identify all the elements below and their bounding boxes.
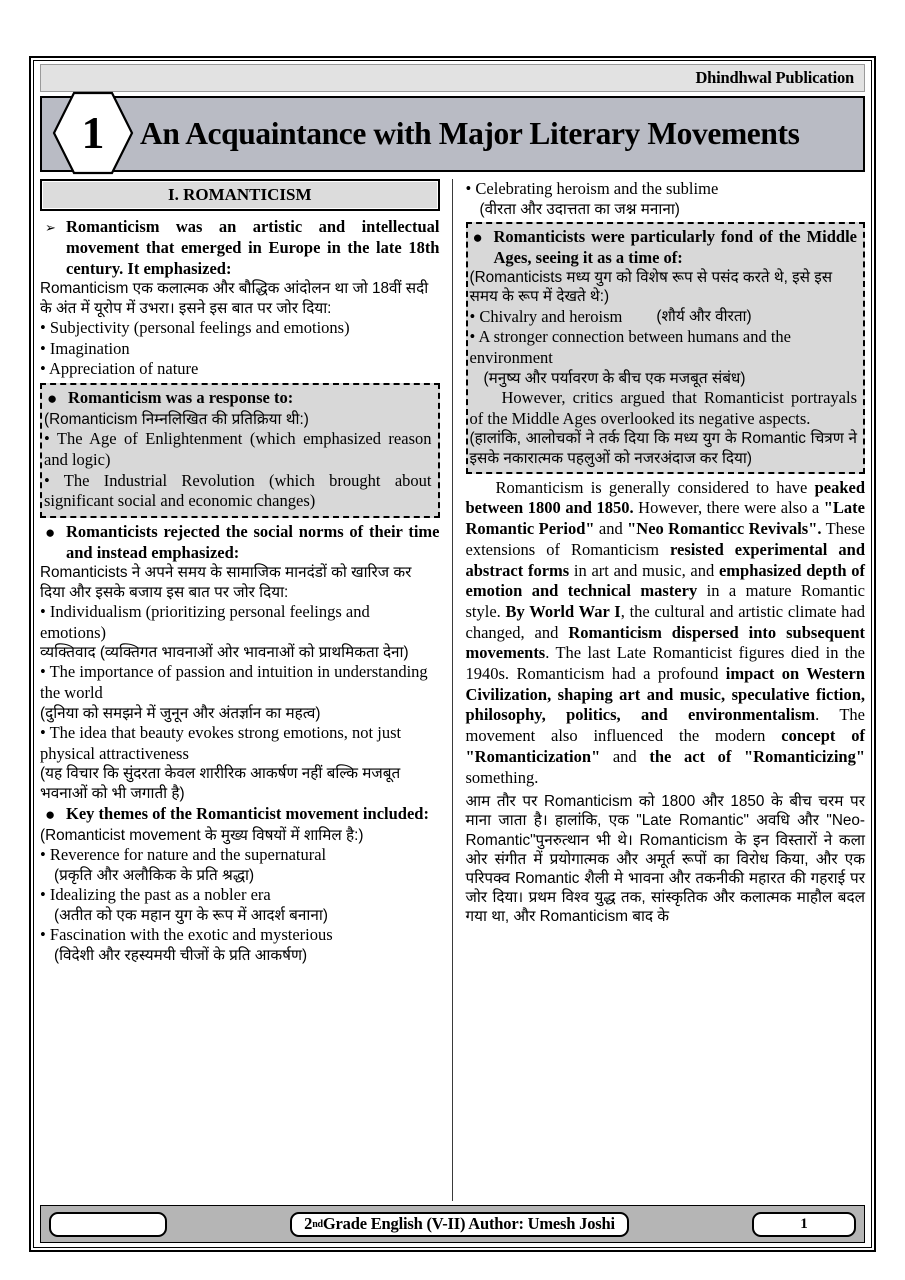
highlight-box-response-to [40,383,440,518]
right-top-item-en: • Celebrating heroism and the sublime [465,179,719,198]
emphasis-run: By World War I [505,601,621,621]
footer-ordinal-suffix: nd [312,1218,323,1230]
chapter-number: 1 [81,107,105,158]
content-columns [38,179,867,1201]
block3-item-2-en: • The idea that beauty evokes strong emotions, not just physical attractiveness [40,722,402,763]
round-bullet-icon: ● [45,804,56,824]
block4-item-0-en: • Reverence for nature and the supernatural [40,845,327,865]
block4-item-1-hi: (अतीत को एक महान युग के रूप में आदर्श बनाना) [54,906,328,924]
text-run: in a mature Romantic style. [465,581,865,621]
text-run: in art and music, and [569,560,719,580]
emphasis-run: emphasized depth of emotion and technical mastery [465,560,866,601]
rblock-note-hi: (हालांकि, आलोचकों ने तर्क दिया कि मध्य युग के Romantic चित्रण ने इसके नकारात्मक पहलुओं को नजरअंदाज कर दिया) [469,430,857,467]
round-bullet-icon: ● [47,388,58,408]
block4-item-0-hi: (प्रकृति और अलौकिक के प्रति श्रद्धा) [54,866,255,884]
emphasis-run: resisted experimental and abstract forms [465,539,865,580]
arrow-bullet-icon: ➢ [45,220,56,236]
block3-item-1-hi: (दुनिया को समझने में जुनून और अंतर्ज्ञान का महत्व) [40,704,321,722]
block3-heading: Romanticists rejected the social norms of their time and instead emphasized: [66,522,440,562]
rblock-bullet1-en: • Chivalry and heroism [469,306,623,326]
block3-item-0-en: • Individualism (prioritizing personal feelings and emotions) [40,601,370,642]
block1-bullet-1: • Imagination [40,338,130,358]
romanticism-summary-paragraph-hindi: आम तौर पर Romanticism को 1800 और 1850 के बीच चरम पर माना जाता है। हालांकि, एक "Late Romantic" अवधि और "Neo-Romantic"पुनरुत्थान भी थे। Romanticism के इन विस्तारों ने कला ओर संगीत में प्रयोगात्मक और अमूर्त रूपों का विरोध किया, और एक परिपक्व Romantic शैली मे भावना और तकनीकी महारत की गहराई पर जोर दिया। प्रथम विश्व युद्ध तक, सांस्कृतिक और कलात्मक माहौल बदल गया था, और Romanticism बाद के [465,793,865,926]
block3-hindi: Romanticists ने अपने समय के सामाजिक मानदंडों को खारिज कर दिया और इसके बजाय इस बात पर जोर दिया: [40,564,412,601]
text-run: something. [465,767,539,787]
text-run: , the cultural and artistic climate had changed, and [465,601,865,642]
emphasis-run: "Late Romantic Period" [465,498,865,539]
emphasis-run: concept of "Romanticization" [465,726,865,766]
text-run: and [600,746,650,766]
footer-book-info [290,1212,629,1237]
publisher-bar [40,64,865,92]
rblock-heading: Romanticists were particularly fond of the Middle Ages, seeing it as a time of: [493,226,857,267]
block3-item-1-en: • The importance of passion and intuition in understanding the world [40,662,428,703]
text-run: Romanticism is generally considered to have [495,477,815,497]
right-column [453,179,866,1201]
block1-bullet-2: • Appreciation of nature [40,359,199,379]
text-run: . The last Late Romanticist figures died in the 1940s. Romanticism had a profound [465,643,865,684]
text-run: These extensions of Romanticism [465,519,865,559]
emphasis-run: impact on Western Civilization, shaping art and music, speculative fiction, philosophy, politics, and environmentalism [465,664,865,725]
text-run: However, there were also a [633,498,824,518]
rblock-bullet2-en: • A stronger connection between humans and the environment [469,327,791,368]
highlight-box-middle-ages [466,222,866,474]
publisher-name: Dhindhwal Publication [695,68,854,87]
block4-item-2-hi: (विदेशी और रहस्यमयी चीजों के प्रति आकर्षण) [54,946,308,964]
block4-heading: Key themes of the Romanticist movement included: [66,803,429,823]
emphasis-run: "Neo Romanticc Revivals". [627,519,822,539]
rblock-note-en: However, critics argued that Romanticist portrayals of the Middle Ages overlooked its negative aspects. [469,387,857,428]
left-column [40,179,453,1201]
block-rejected-social-norms [40,522,440,803]
chapter-number-hexagon [52,91,134,175]
page-frame [29,56,876,1252]
right-top-item-hi: (वीरता और उदात्तता का जश्न मनाना) [479,200,680,218]
footer-book-title: Grade English (V-II) Author: Umesh Joshi [322,1214,615,1233]
emphasis-run: peaked between 1800 and 1850. [465,477,865,518]
text-run: and [594,519,628,539]
block1-bullet-0: • Subjectivity (personal feelings and emotions) [40,317,350,337]
page-footer [40,1205,865,1243]
round-bullet-icon: ● [45,523,56,543]
block2-bullet-1: • The Industrial Revolution (which brought about significant social and economic changes) [44,470,432,511]
text-run: . The movement also influenced the modern [465,705,865,746]
footer-left-box[interactable] [49,1212,167,1237]
block2-bullet-0: • The Age of Enlightenment (which emphasized reason and logic) [44,429,432,469]
page-content [33,60,872,1248]
rblock-bullet1-hi: (शौर्य और वीरता) [656,307,752,325]
block3-item-0-hi: व्यक्तिवाद (व्यक्तिगत भावनाओं ओर भावनाओं को प्राथमिकता देना) [40,644,409,662]
block1-heading: Romanticism was an artistic and intellectual movement that emerged in Europe in the late 18th century. It emphasized: [66,217,440,278]
block4-hindi: (Romanticist movement के मुख्य विषयों में शामिल है:) [40,826,364,844]
section-heading-romanticism: I. ROMANTICISM [40,179,440,211]
chapter-title: An Acquaintance with Major Literary Movements [140,116,800,151]
rblock-bullet1 [470,307,858,328]
rblock-hindi: (Romanticists मध्य युग को विशेष रूप से पसंद करते थे, इसे इस समय के रूप में देखते थे:) [469,269,833,306]
rblock-bullet2-hi: (मनुष्य और पर्यावरण के बीच एक मजबूत संबंध) [483,369,746,387]
block1-hindi: Romanticism एक कलात्मक और बौद्धिक आंदोलन था जो 18वीं सदी के अंत में यूरोप में उभरा। इसने इस बात पर जोर दिया: [40,280,429,317]
block2-heading: Romanticism was a response to: [68,387,294,407]
romanticism-summary-paragraph [466,478,866,789]
block3-item-2-hi: (यह विचार कि सुंदरता केवल शारीरिक आकर्षण नहीं बल्कि मजबूत भवनाओं को भी जगाती है) [40,765,401,802]
emphasis-run: Romanticism dispersed into subsequent movements [465,622,866,663]
round-bullet-icon: ● [472,227,483,247]
block2-hindi: (Romanticism निम्नलिखित की प्रतिक्रिया थी:) [44,411,309,429]
block4-item-1-en: • Idealizing the past as a nobler era [40,884,271,904]
block-key-themes [40,804,440,965]
block-romanticism-definition [40,217,440,380]
chapter-title-band [40,96,865,172]
block4-item-2-en: • Fascination with the exotic and mysterious [40,924,333,944]
footer-page-number[interactable]: 1 [752,1212,856,1237]
emphasis-run: the act of "Romanticizing" [649,746,865,766]
footer-grade-number: 2 [304,1214,313,1233]
